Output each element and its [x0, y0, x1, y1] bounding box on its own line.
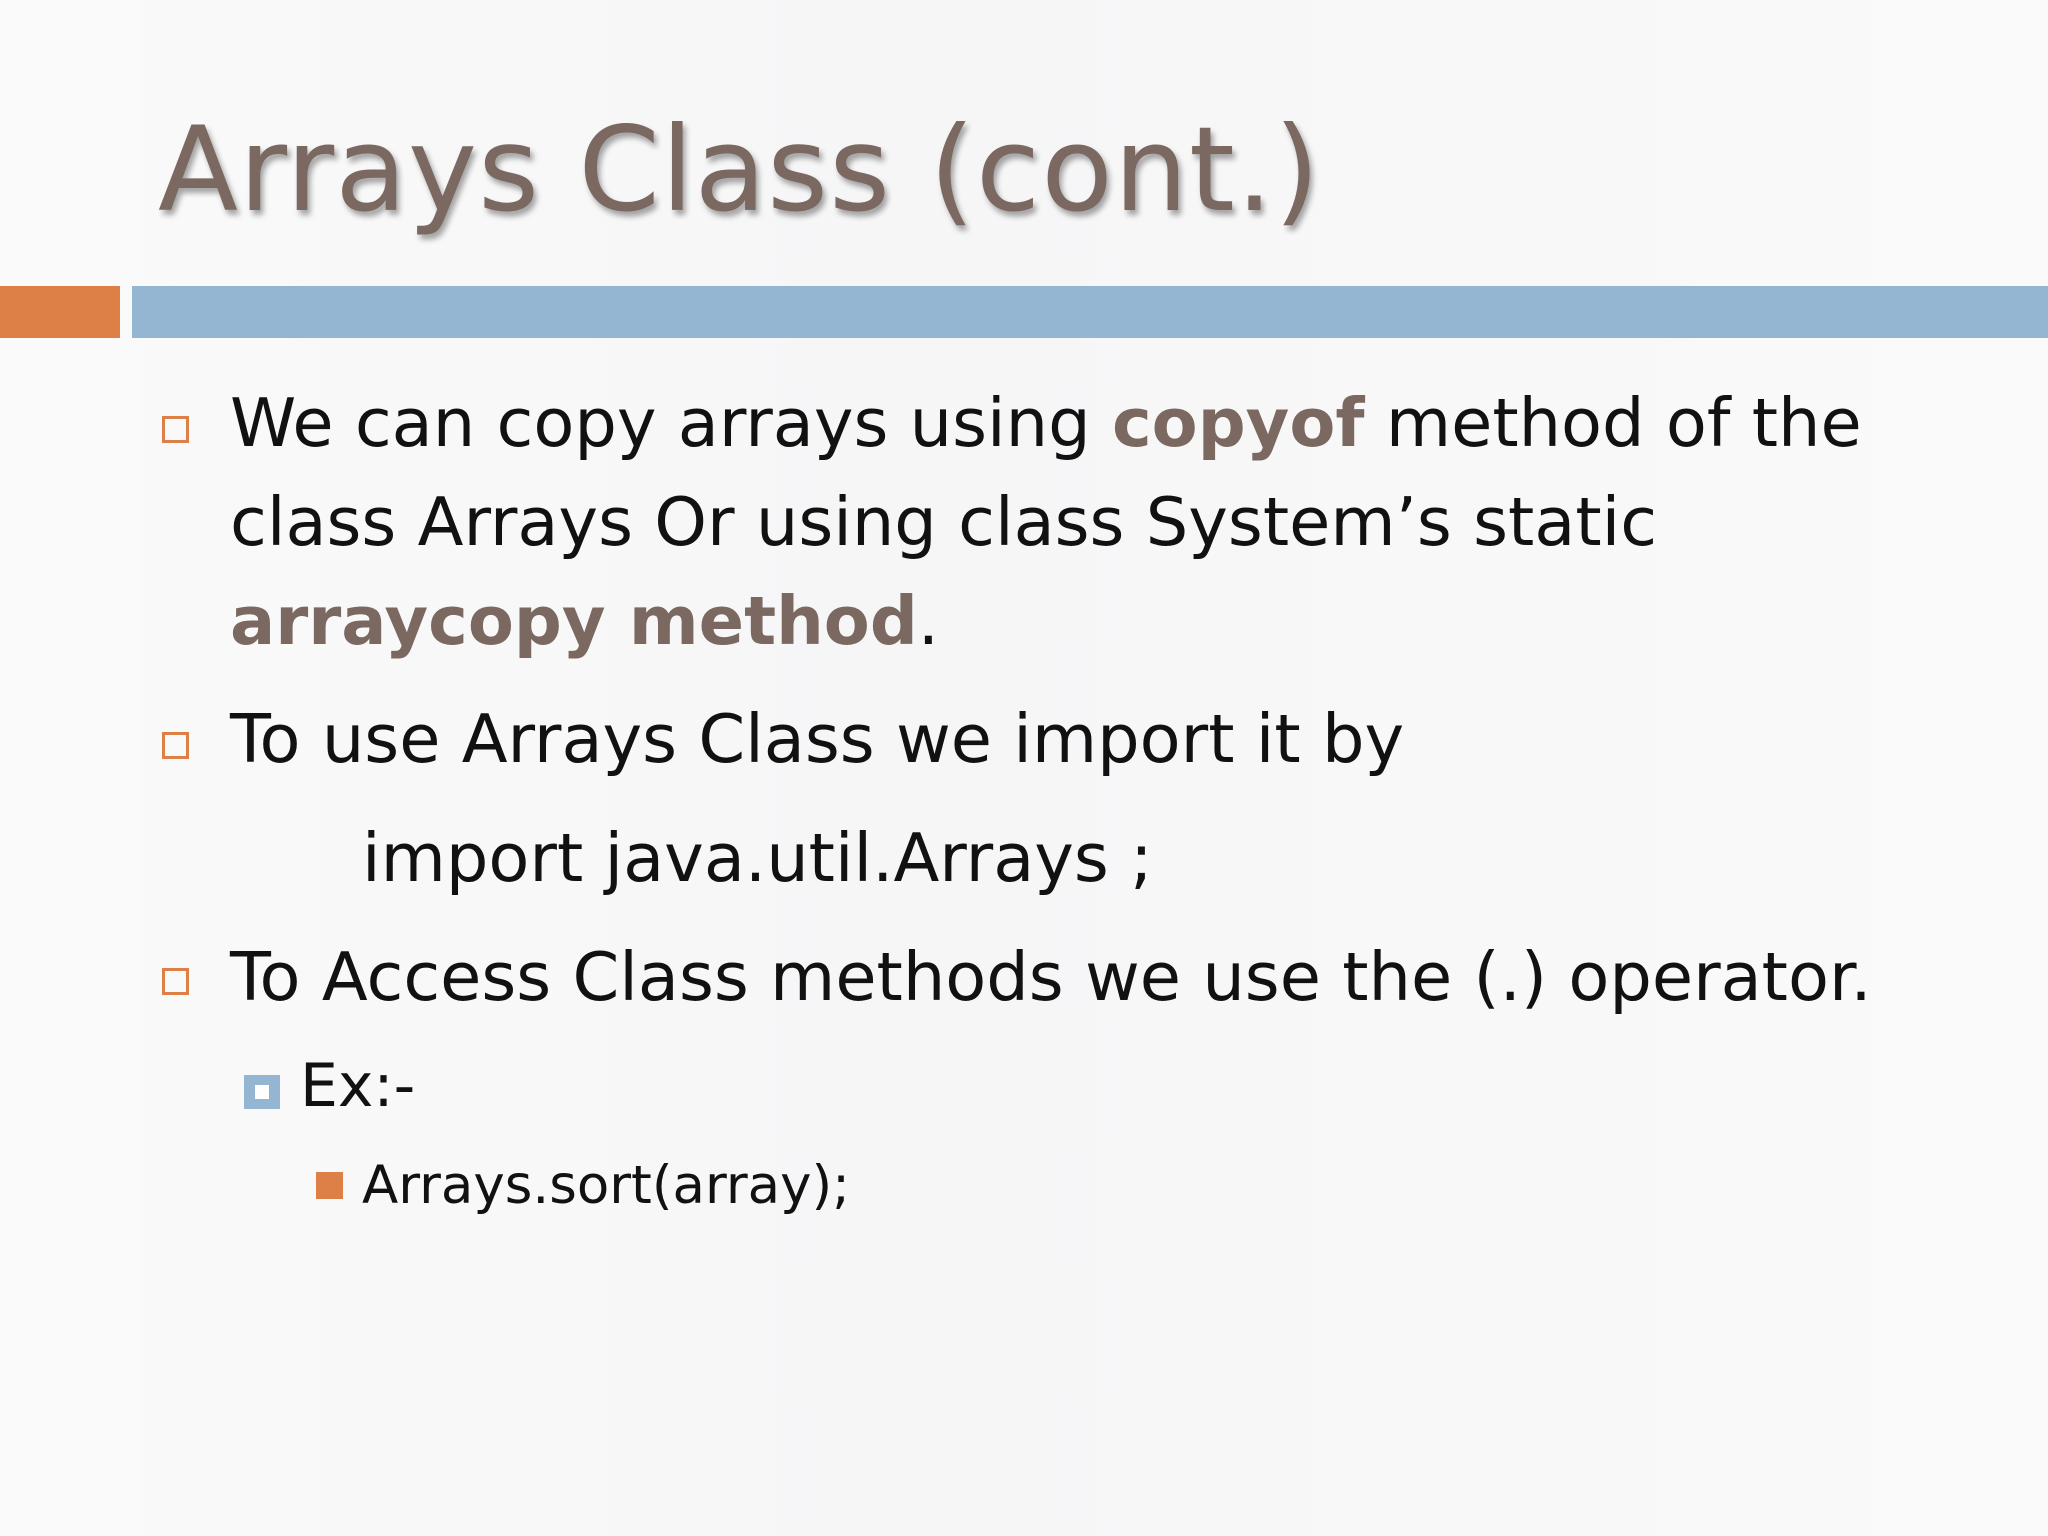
bullet-1-line-3	[230, 572, 1870, 671]
accent-bar-blue	[132, 286, 2048, 338]
hollow-square-icon	[162, 968, 189, 995]
blue-square-icon	[244, 1075, 280, 1109]
filled-orange-square-icon	[316, 1172, 343, 1199]
bullet-3-text: To Access Class methods we use the (.) operator.	[230, 938, 1872, 1016]
bullet-1-text-end: method of the	[1364, 384, 1862, 462]
import-statement: import java.util.Arrays ;	[362, 819, 1153, 897]
bullet-1-period: .	[917, 582, 940, 660]
bullet-1-line-2: class Arrays Or using class System’s static	[230, 483, 1658, 561]
accent-bar-orange	[0, 286, 120, 338]
example-label: Ex:-	[300, 1051, 416, 1121]
copyof-highlight: copyof	[1111, 384, 1365, 462]
bullet-1-line-1	[230, 374, 1870, 473]
hollow-square-icon	[162, 416, 189, 443]
example-code: Arrays.sort(array);	[362, 1155, 850, 1216]
slide-title: Arrays Class (cont.)	[158, 101, 1321, 238]
bullet-2-text: To use Arrays Class we import it by	[230, 700, 1405, 778]
hollow-square-icon	[162, 732, 189, 759]
arraycopy-highlight: arraycopy method	[230, 582, 918, 660]
bullet-1-text-start: We can copy arrays using	[230, 384, 1112, 462]
